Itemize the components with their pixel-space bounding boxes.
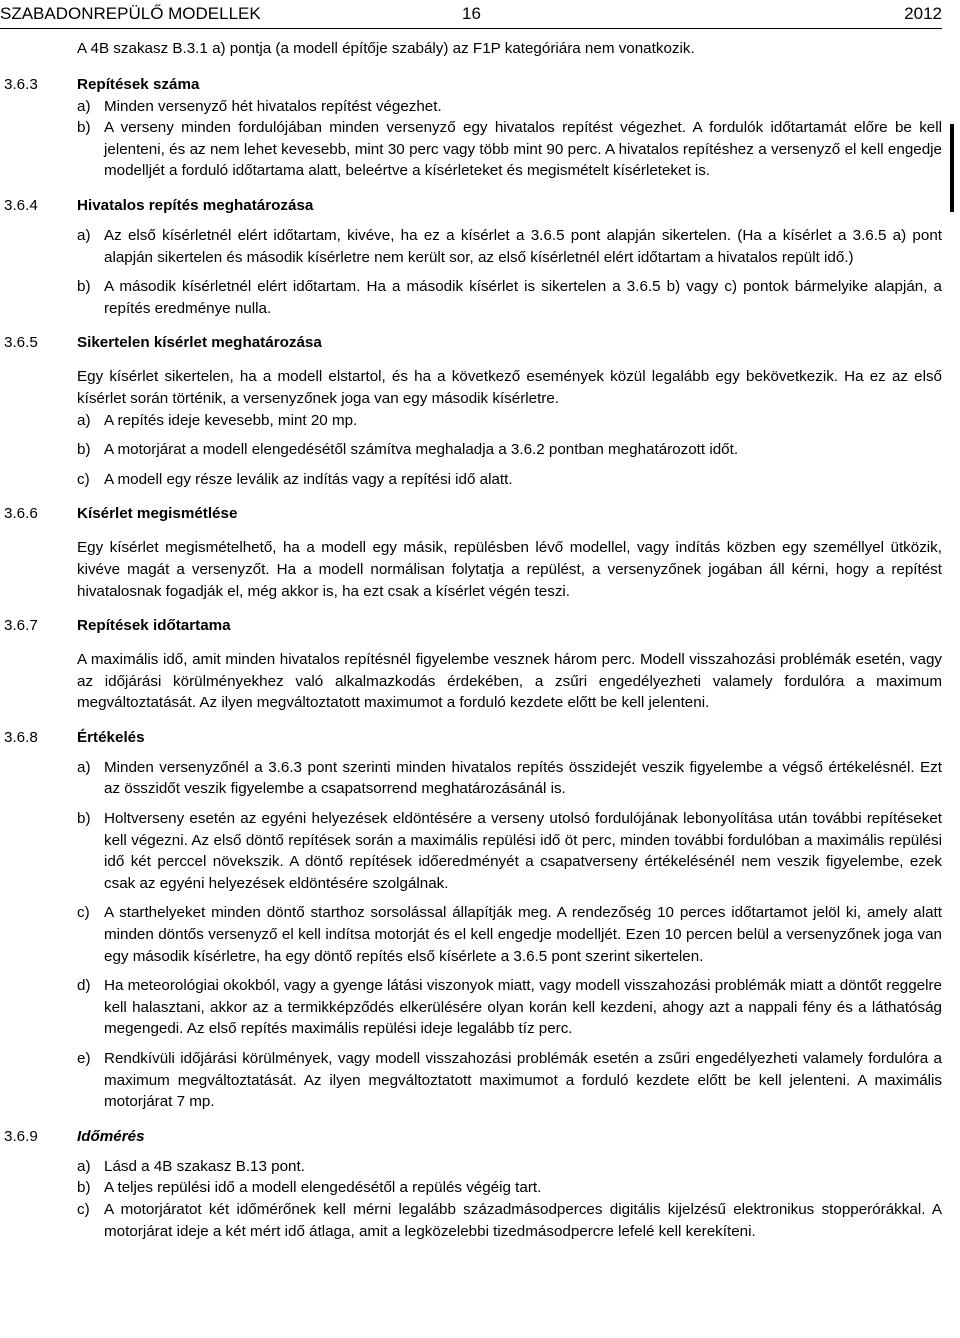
item-label: b) (77, 810, 91, 828)
list-item (77, 117, 942, 182)
list-item (77, 469, 942, 491)
section-title: Repítések száma (77, 75, 200, 93)
item-text: A modell egy része leválik az indítás vagy a repítési idő alatt. (104, 470, 513, 488)
section-paragraph: A maximális idő, amit minden hivatalos repítésnél figyelembe vesznek három perc. Modell visszahozási problémák esetén, vagy az időjárási körülményekhez való alkalmazkodás érdekében, a zsűri engedélyezheti valamely fordulóra a maximum megváltoztatását. Az ilyen megváltoztatott maximumot a forduló kezdete előtt be kell jelenteni. (77, 651, 942, 712)
section-title: Időmérés (77, 1127, 145, 1145)
section-number: 3.6.5 (4, 334, 38, 352)
item-label: d) (77, 977, 91, 995)
list-item (77, 225, 942, 268)
list-item (77, 1199, 942, 1242)
item-text: A starthelyeket minden döntő starthoz sorsolással állapítják meg. A rendezőség 10 perces időtartamot jelöl ki, amely alatt minden döntős versenyző el kell indítsa motorját és el kell engedje modelljét. Ezen 10 percen belül a versenyzőnek joga van egy második kísérletre, ha egy döntő repítés első kísérlete a 3.6.5 pont szerint sikertelen. (104, 904, 942, 965)
section-number: 3.6.4 (4, 196, 38, 214)
item-label: b) (77, 1179, 91, 1197)
section-number: 3.6.7 (4, 617, 38, 635)
item-text: Holtverseny esetén az egyéni helyezések eldöntésére a verseny utolsó fordulójának lebonyolítása után további repítéseket kell végezni. Az első döntő repítések során a maximális repülési idő öt perc, minden további fordulóban a maximális repülési idő két perccel növekszik. A döntő repítések időeredményét a csapatverseny értékelésénél nem veszik figyelembe, ezek csak az egyéni helyezések eldöntésére szolgálnak. (104, 810, 942, 892)
section-number: 3.6.3 (4, 75, 38, 93)
item-label: b) (77, 441, 91, 459)
item-text: Rendkívüli időjárási körülmények, vagy modell visszahozási problémák esetén a zsűri engedélyezheti valamely fordulóra a maximum megváltoztatását. Az ilyen megváltoztatott maximumot a forduló kezdete előtt be kell jelenteni. A maximális motorjárat 7 mp. (104, 1050, 942, 1111)
item-label: c) (77, 470, 90, 488)
item-text: Az első kísérletnél elért időtartam, kivéve, ha ez a kísérlet a 3.6.5 pont alapján sikertelen. (Ha a kísérlet a 3.6.5 a) pont alapján sikertelen és második kísérletre nem került sor, az első kísérletnél elért időtartam a hivatalos repült idő.) (104, 226, 942, 266)
item-label: a) (77, 1157, 91, 1175)
list-item (77, 902, 942, 967)
section-3-6-8 (0, 727, 942, 1113)
item-text: A verseny minden fordulójában minden versenyző egy hivatalos repítést végezhet. A fordulók időtartamát előre be kell jelenteni, és az nem lehet kevesebb, mint 30 perc vagy több mint 90 perc. A hivatalos repítéshez a versenyző el kell engedje modelljét a forduló időtartama alatt, beleértve a kísérleteket és megismételt kísérleteket is. (104, 119, 942, 180)
section-title: Értékelés (77, 728, 145, 746)
list-item (77, 96, 942, 118)
section-title: Kísérlet megismétlése (77, 505, 238, 523)
section-title: Hivatalos repítés meghatározása (77, 196, 314, 214)
intro-paragraph: A 4B szakasz B.3.1 a) pontja (a modell építője szabály) az F1P kategóriára nem vonatkozik. (77, 40, 695, 57)
item-text: Lásd a 4B szakasz B.13 pont. (104, 1157, 305, 1175)
item-label: b) (77, 278, 91, 296)
list-item (77, 1048, 942, 1113)
list-item (77, 1156, 942, 1178)
section-3-6-7 (0, 615, 942, 714)
section-3-6-4 (0, 195, 942, 319)
section-number: 3.6.8 (4, 728, 38, 746)
section-number: 3.6.6 (4, 505, 38, 523)
section-3-6-5 (0, 332, 942, 490)
item-text: Minden versenyzőnél a 3.6.3 pont szerinti minden hivatalos repítés összidejét veszik figyelembe a végső értékelésnél. Ezt az összidőt veszik figyelembe a csapatsorrend meghatározásánál is. (104, 758, 942, 798)
item-text: A teljes repülési idő a modell elengedésétől a repülés végéig tart. (104, 1179, 542, 1197)
section-paragraph: Egy kísérlet sikertelen, ha a modell elstartol, és ha a következő események közül legalább egy bekövetkezik. Ha ez az első kísérlet során történik, a versenyzőnek joga van egy második kísérletre. (77, 368, 942, 407)
item-label: b) (77, 119, 91, 137)
list-item (77, 808, 942, 894)
section-title: Sikertelen kísérlet meghatározása (77, 334, 322, 352)
section-number: 3.6.9 (4, 1127, 38, 1145)
item-text: A második kísérletnél elért időtartam. Ha a második kísérlet is sikertelen a 3.6.5 b) vagy c) pontok bármelyike alapján, a repítés eredménye nulla. (104, 278, 942, 317)
item-text: Minden versenyző hét hivatalos repítést végezhet. (104, 97, 442, 115)
list-item (77, 439, 942, 461)
section-3-6-9 (0, 1126, 942, 1242)
item-label: a) (77, 226, 91, 244)
item-label: a) (77, 758, 91, 776)
list-item (77, 276, 942, 319)
list-item (77, 410, 942, 432)
section-3-6-6 (0, 503, 942, 602)
header-year: 2012 (904, 4, 942, 23)
change-bar (950, 124, 954, 212)
section-paragraph: Egy kísérlet megismételhető, ha a modell egy másik, repülésben lévő modellel, vagy indítás közben egy személlyel ütközik, kivéve magát a versenyzőt. Ha a modell normálisan folytatja a repülést, a versenyzőnek jogában áll kérni, hogy a repítést hivatalosnak fogadják el, még akkor is, ha ezt csak a kísérlet végén teszi. (77, 539, 942, 600)
page-number: 16 (462, 4, 481, 23)
item-text: A repítés ideje kevesebb, mint 20 mp. (104, 411, 358, 429)
item-label: c) (77, 1200, 90, 1218)
list-item (77, 1177, 942, 1199)
list-item (77, 975, 942, 1040)
item-text: Ha meteorológiai okokból, vagy a gyenge látási viszonyok miatt, vagy modell visszahozási problémák miatt a döntőt reggelre kell halasztani, akkor az a termikképződés elkerülésére olyan korán kell kezdeni, ahogy azt a nappali fény és a láthatóság megengedi. Az első repítés maximális repülési ideje legalább tíz perc. (104, 977, 942, 1038)
item-label: a) (77, 97, 91, 115)
document-body (0, 38, 942, 1242)
list-item (77, 757, 942, 800)
header-title: SZABADONREPÜLŐ MODELLEK (0, 4, 261, 23)
item-text: A motorjáratot két időmérőnek kell mérni legalább századmásodperces digitális kijelzésű elektronikus stopperórákkal. A motorjárat ideje a két mért idő átlaga, amit a legközelebbi tizedmásodpercre lefelé kell kerekíteni. (104, 1200, 942, 1240)
item-label: e) (77, 1050, 91, 1067)
section-title: Repítések időtartama (77, 617, 231, 635)
item-label: c) (77, 904, 90, 922)
item-label: a) (77, 411, 91, 429)
item-text: A motorjárat a modell elengedésétől számítva meghaladja a 3.6.2 pontban meghatározott időt. (104, 441, 739, 459)
running-header (0, 2, 942, 29)
section-3-6-3 (0, 74, 942, 182)
